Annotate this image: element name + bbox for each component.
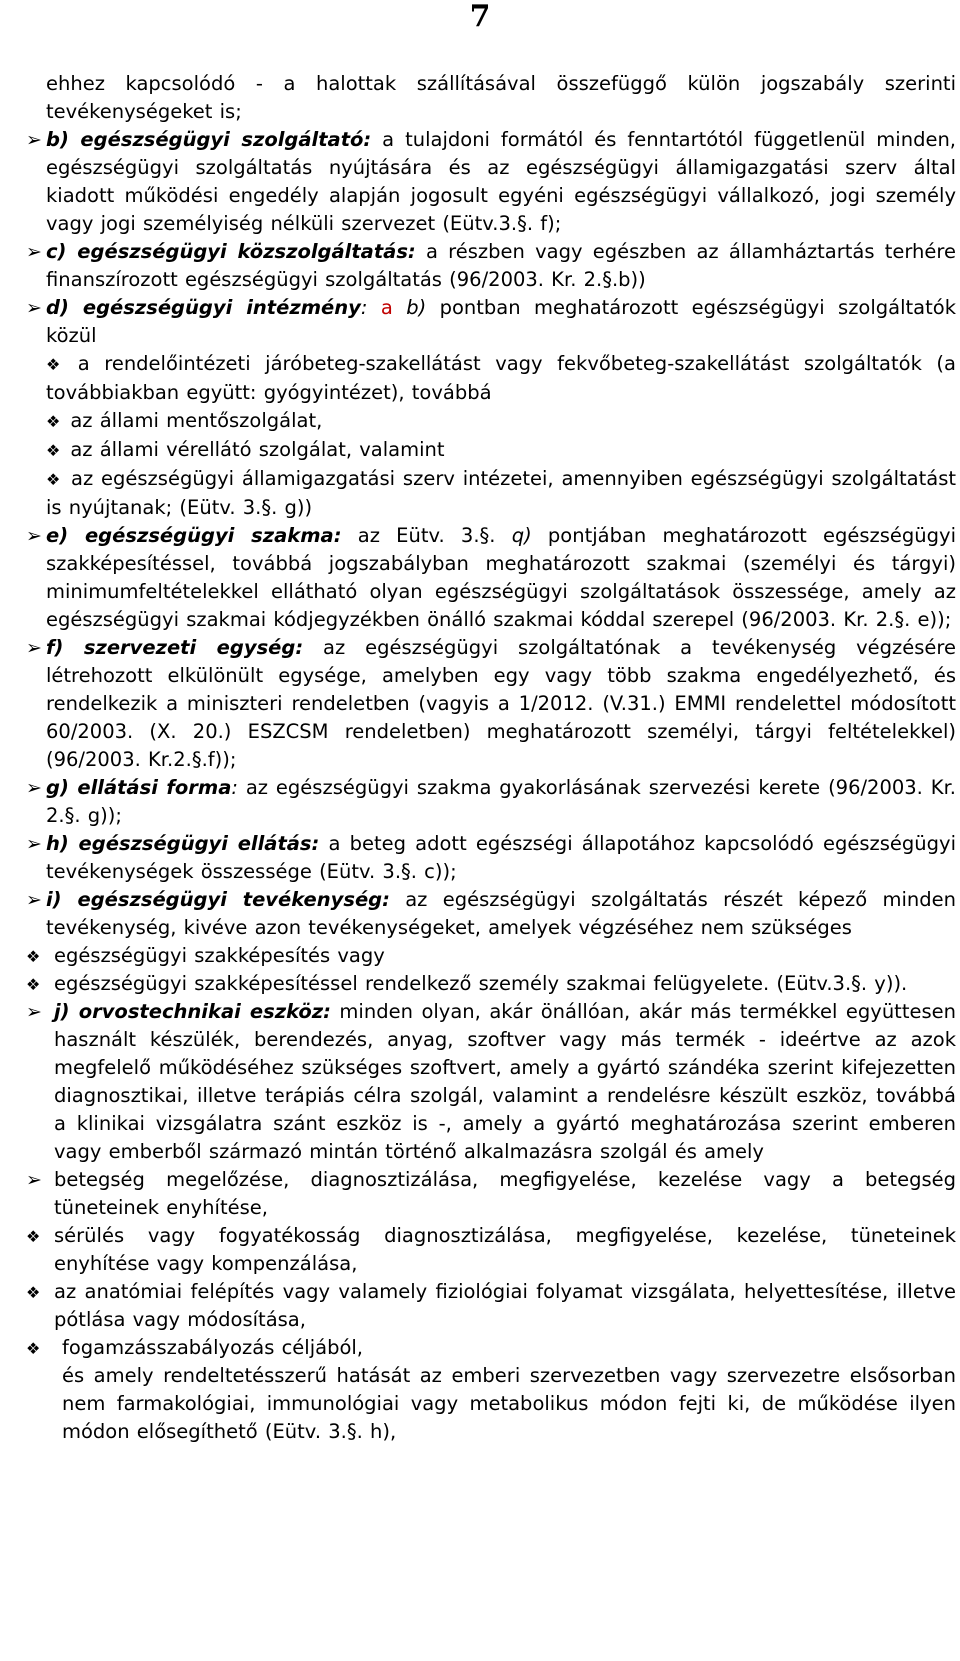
paragraph-text: az állami mentőszolgálat, [70, 409, 323, 432]
definition-term: j) orvostechnikai eszköz: [54, 1000, 331, 1023]
page-number: 7 [469, 0, 491, 34]
paragraph-text: az állami vérellátó szolgálat, valamint [70, 438, 445, 461]
paragraph-text: a [380, 296, 393, 319]
paragraph-text: q) [511, 524, 532, 547]
paragraph-text: : [231, 776, 238, 799]
paragraph [26, 1166, 956, 1222]
paragraph [26, 634, 956, 774]
paragraph-text: sérülés vagy fogyatékosság diagnosztizálása, megfigyelése, kezelése, tüneteinek enyhítése vagy kompenzálása, [54, 1224, 956, 1275]
arrow-bullet-icon [26, 126, 46, 154]
arrow-bullet-icon [26, 886, 46, 914]
paragraph [26, 407, 956, 436]
arrow-bullet-icon [26, 774, 46, 802]
definition-term: d) egészségügyi intézmény [46, 296, 361, 319]
definition-term: h) egészségügyi ellátás: [46, 832, 320, 855]
paragraph [26, 1334, 956, 1362]
paragraph-text: és amely rendeltetésszerű hatását az emberi szervezetben vagy szervezetre elsősorban nem farmakológiai, immunológiai vagy metabolikus módon fejti ki, de működése ilyen módon elősegíthető (Eütv. 3.§. h), [62, 1364, 956, 1443]
definition-term: i) egészségügyi tevékenység: [46, 888, 390, 911]
paragraph-text: egészségügyi szakképesítéssel rendelkező személy szakmai felügyelete. (Eütv.3.§. y)). [54, 972, 908, 995]
paragraph [26, 465, 956, 522]
paragraph [26, 942, 956, 970]
paragraph-text: az Eütv. 3.§. [341, 524, 512, 547]
paragraph-text: az egészségügyi államigazgatási szerv intézetei, amennyiben egészségügyi szolgáltatást is nyújtanak; (Eütv. 3.§. g)) [46, 467, 956, 519]
document-body [26, 70, 956, 1446]
paragraph-text: az egészségügyi szolgáltatás részét képező minden tevékenység, kivéve azon tevékenységeket, amelyek végzéséhez nem szükséges [46, 888, 956, 939]
paragraph-text: pontban meghatározott egészségügyi szolgáltatók közül [46, 296, 956, 347]
definition-term: c) egészségügyi közszolgáltatás: [46, 240, 416, 263]
paragraph [26, 998, 956, 1166]
paragraph-text: az egészségügyi szakma gyakorlásának szervezési kerete (96/2003. Kr. 2.§. g)); [46, 776, 956, 827]
paragraph [26, 436, 956, 465]
paragraph-text [393, 296, 406, 319]
paragraph-text: betegség megelőzése, diagnosztizálása, megfigyelése, kezelése vagy a betegség tüneteinek enyhítése, [54, 1168, 956, 1219]
diamond-bullet-icon [26, 1278, 46, 1307]
paragraph-text: ehhez kapcsolódó - a halottak szállításával összefüggő külön jogszabály szerinti tevékenységeket is; [46, 72, 956, 123]
paragraph [26, 350, 956, 407]
paragraph [26, 294, 956, 350]
paragraph-text: fogamzásszabályozás céljából, [62, 1336, 363, 1359]
paragraph [26, 126, 956, 238]
diamond-bullet-icon [26, 970, 46, 999]
paragraph-text: : [360, 296, 381, 319]
arrow-bullet-icon [26, 998, 46, 1026]
arrow-bullet-icon [26, 522, 46, 550]
paragraph [26, 1362, 956, 1446]
diamond-bullet-icon [26, 1334, 46, 1363]
paragraph [26, 238, 956, 294]
paragraph-text: b) [406, 296, 427, 319]
definition-term: e) egészségügyi szakma: [46, 524, 342, 547]
paragraph [26, 774, 956, 830]
arrow-bullet-icon [26, 1166, 46, 1194]
paragraph [26, 522, 956, 634]
arrow-bullet-icon [26, 294, 46, 322]
paragraph-text: minden olyan, akár önállóan, akár más termékkel együttesen használt készülék, berendezés, anyag, szoftver vagy más termék - ideértve az azok megfelelő működéséhez szükséges szoftvert, amely a gyártó szándéka szerint kifejezetten diagnosztikai, illetve terápiás célra szolgál, valamint a rendelésre készült eszköz, továbbá a klinikai vizsgálatra szánt eszköz is -, amely a gyártó meghatározása szerint emberen vagy emberből származó mintán történő alkalmazásra szolgál és amely [54, 1000, 956, 1163]
arrow-bullet-icon [26, 634, 46, 662]
diamond-bullet-icon [26, 942, 46, 971]
paragraph [26, 70, 956, 126]
diamond-bullet-icon: ❖ [46, 441, 61, 460]
paragraph-text: egészségügyi szakképesítés vagy [54, 944, 385, 967]
paragraph [26, 830, 956, 886]
paragraph-text: az egészségügyi szolgáltatónak a tevékenység végzésére létrehozott elkülönült egysége, amelyben egy vagy több szakma engedélyezhető, és rendelkezik a miniszteri rendeletben (vagyis a 1/2012. (V.31.) EMMI rendelettel módosított 60/2003. (X. 20.) ESZCSM rendeletben) meghatározott személyi, tárgyi feltételekkel) (96/2003. Kr.2.§.f)); [46, 636, 956, 771]
paragraph-text: a rendelőintézeti járóbeteg-szakellátást vagy fekvőbeteg-szakellátást szolgáltatók (a továbbiakban együtt: gyógyintézet), továbbá [46, 352, 956, 404]
paragraph [26, 1222, 956, 1278]
paragraph-text: a részben vagy egészben az államháztartás terhére finanszírozott egészségügyi szolgáltatás (96/2003. Kr. 2.§.b)) [46, 240, 956, 291]
definition-term: f) szervezeti egység: [46, 636, 304, 659]
arrow-bullet-icon [26, 238, 46, 266]
paragraph-text: pontjában meghatározott egészségügyi szakképesítéssel, továbbá jogszabályban meghatározott szakmai (személyi és tárgyi) minimumfeltételekkel ellátható olyan egészségügyi szolgáltatások összessége, amely az egészségügyi szakmai kódjegyzékben önálló szakmai kóddal szerepel (96/2003. Kr. 2.§. e)); [46, 524, 956, 631]
diamond-bullet-icon: ❖ [46, 355, 68, 374]
diamond-bullet-icon: ❖ [46, 470, 61, 489]
paragraph [26, 1278, 956, 1334]
paragraph [26, 886, 956, 942]
paragraph-text: a beteg adott egészségi állapotához kapcsolódó egészségügyi tevékenységek összessége (Eütv. 3.§. c)); [46, 832, 956, 883]
diamond-bullet-icon: ❖ [46, 412, 61, 431]
paragraph-text: az anatómiai felépítés vagy valamely fiziológiai folyamat vizsgálata, helyettesítése, illetve pótlása vagy módosítása, [54, 1280, 956, 1331]
definition-term: b) egészségügyi szolgáltató: [46, 128, 372, 151]
paragraph [26, 970, 956, 998]
arrow-bullet-icon [26, 830, 46, 858]
diamond-bullet-icon [26, 1222, 46, 1251]
definition-term: g) ellátási forma [46, 776, 232, 799]
paragraph-text: a tulajdoni formától és fenntartótól függetlenül minden, egészségügyi szolgáltatás nyújtására és az egészségügyi államigazgatási szerv által kiadott működési engedély alapján jogosult egyéni egészségügyi vállalkozó, jogi személy vagy jogi személyiség nélküli szervezet (Eütv.3.§. f); [46, 128, 956, 235]
